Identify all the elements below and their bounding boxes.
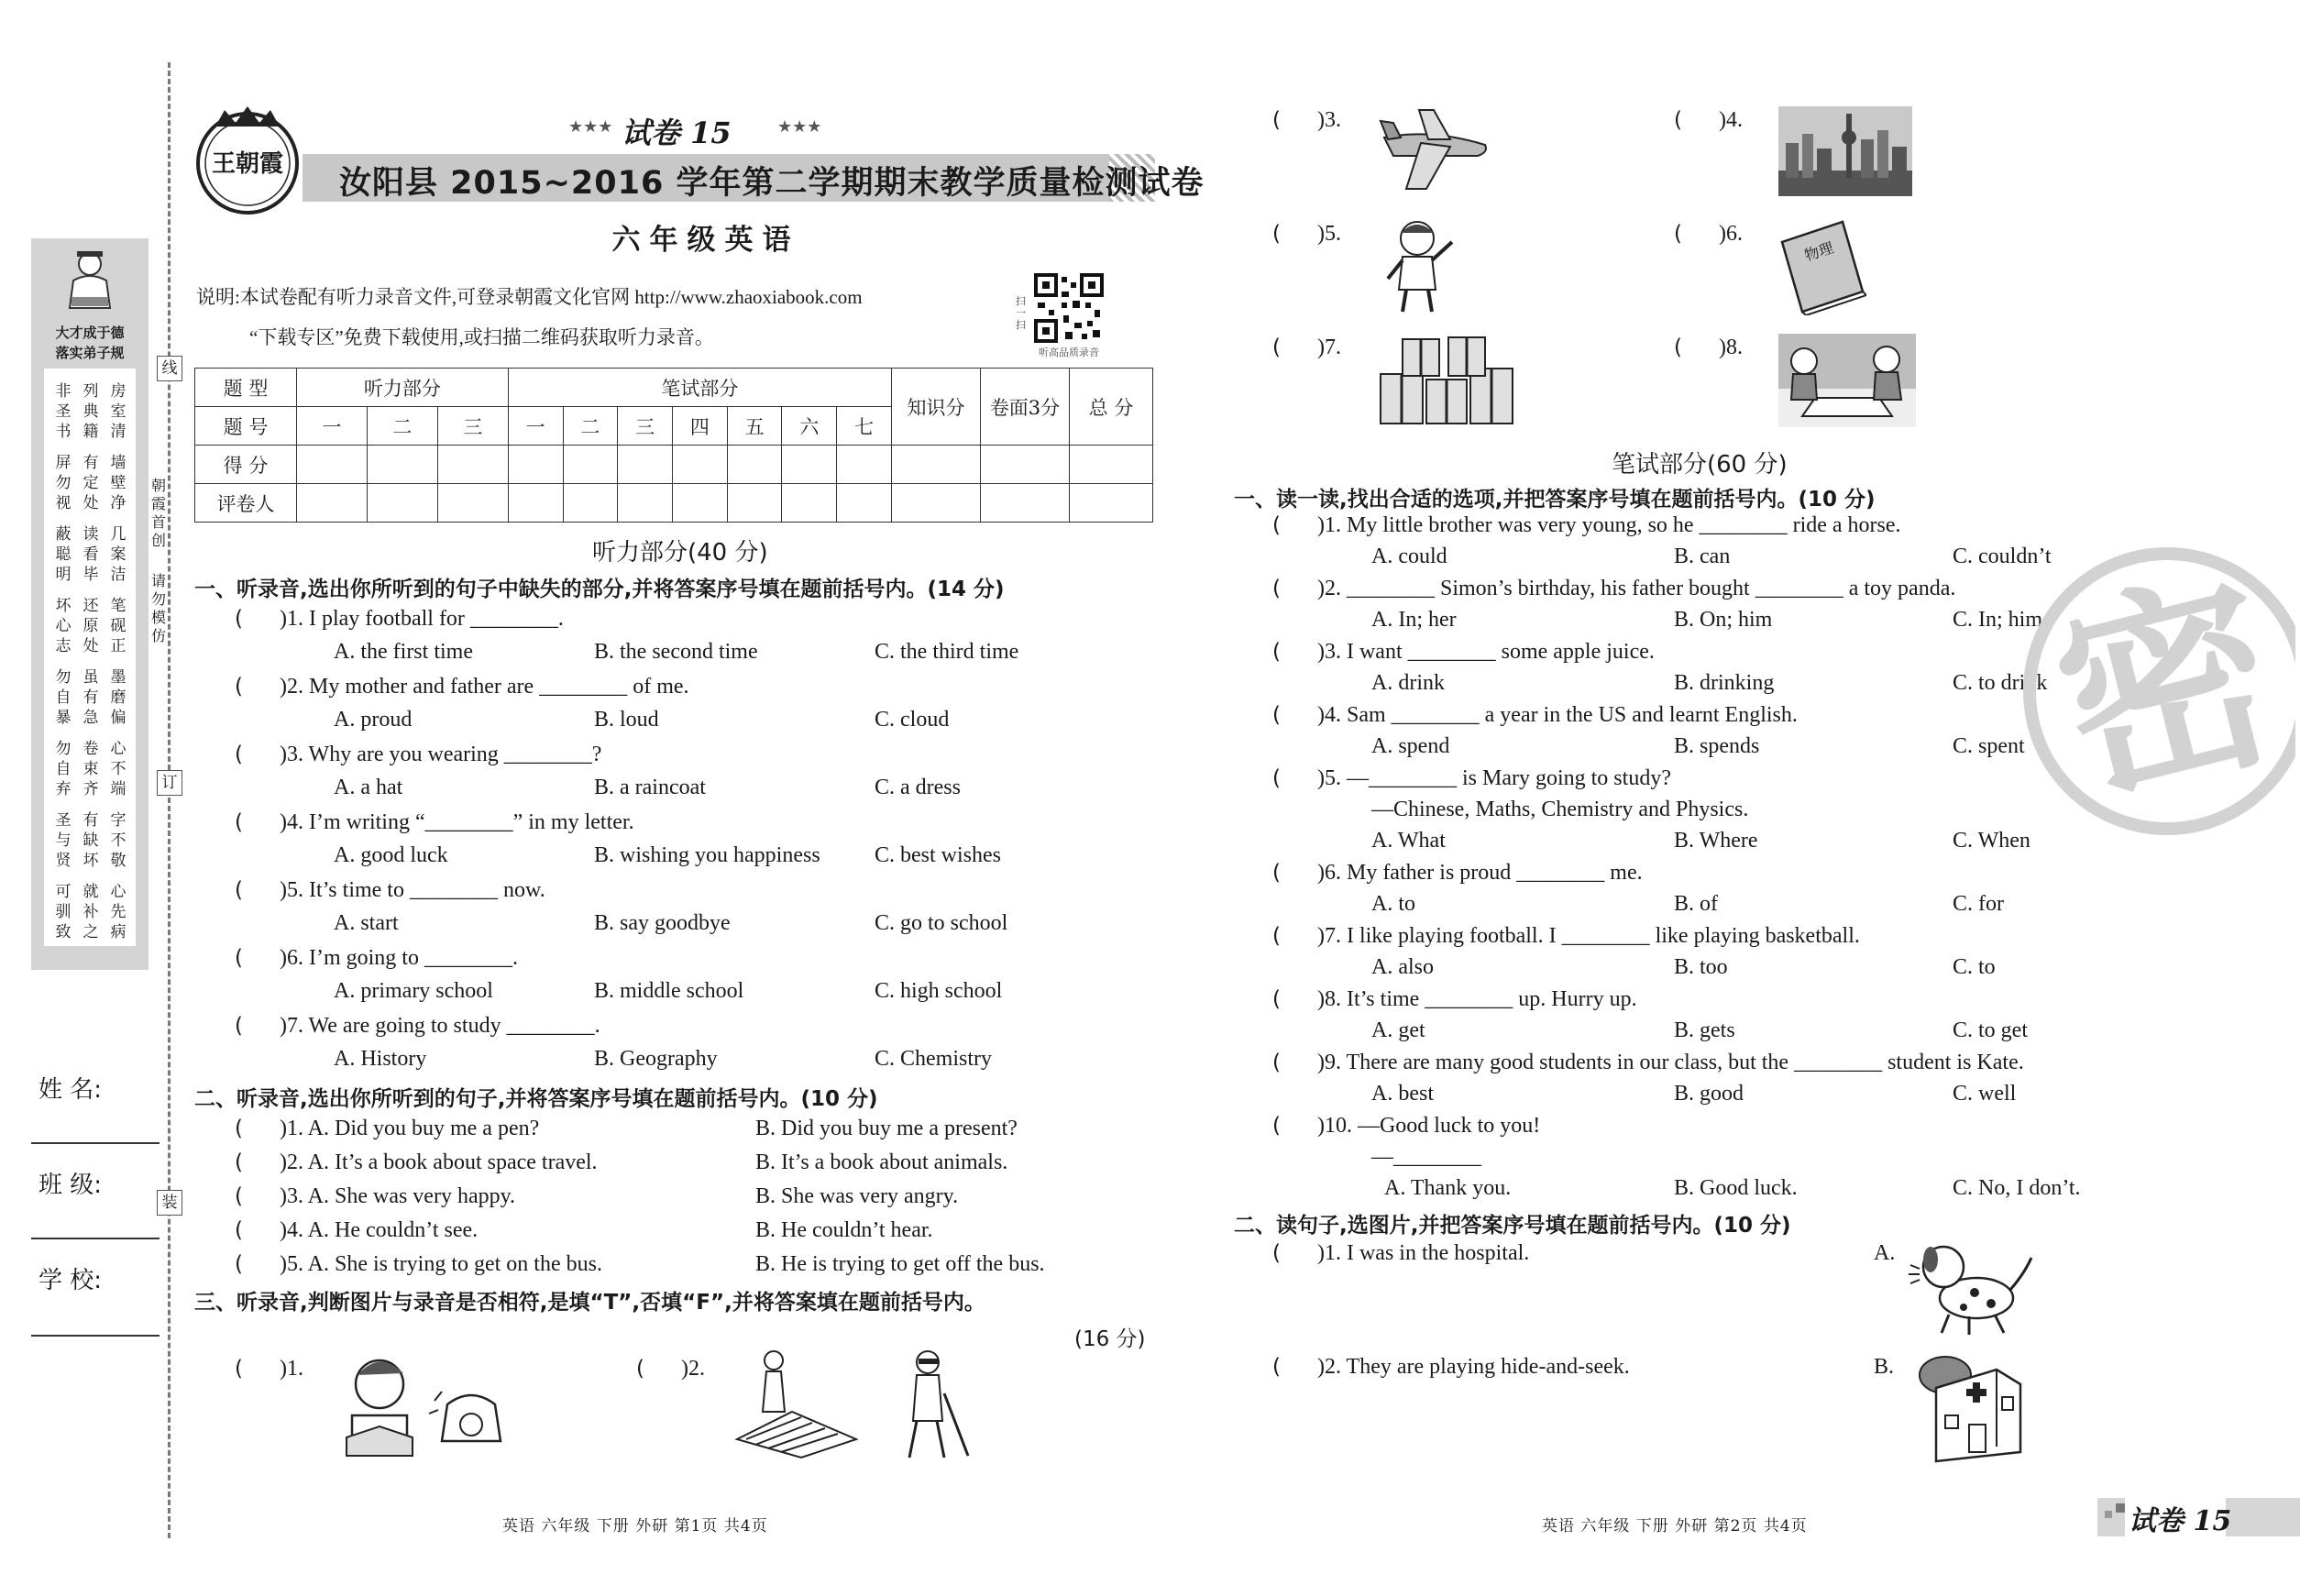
listening-question[interactable] <box>235 1014 600 1039</box>
motto-panel <box>31 238 149 970</box>
answer-paren[interactable]: ( <box>1272 1051 1281 1074</box>
stars-left: ★★★ <box>568 117 613 137</box>
question-text: )9. There are many good students in our class, but the ________ student is Kate. <box>1316 1051 2024 1074</box>
option-a: )3. A. She was very happy. <box>279 1184 516 1208</box>
physics-book-icon <box>1778 218 1866 315</box>
w-num-1: 一 <box>508 407 563 446</box>
option-c[interactable]: C. spent <box>1953 734 2025 758</box>
answer-paren[interactable]: ( <box>235 675 243 699</box>
option-b[interactable]: B. On; him <box>1674 608 1773 632</box>
gift-boxes-icon <box>1375 332 1518 427</box>
pic-item-8[interactable]: ( )8. <box>1674 336 1743 359</box>
option-a[interactable]: A. the first time <box>334 640 473 664</box>
question-text: )5. It’s time to ________ now. <box>279 878 545 902</box>
listening-question[interactable] <box>235 607 564 632</box>
footer-left: 英语 六年级 下册 外研 第1页 共4页 <box>502 1517 768 1535</box>
answer-paren[interactable]: ( <box>235 810 243 834</box>
motto-column: 勿自暴 <box>55 668 72 727</box>
listening-part3-points: (16 分) <box>1074 1327 1146 1351</box>
listening-choice-row[interactable] <box>235 1117 539 1141</box>
option-b[interactable]: B. can <box>1674 545 1731 568</box>
option-b[interactable]: B. wishing you happiness <box>594 843 820 867</box>
paper-number: 试卷 15 <box>622 116 732 150</box>
listening-question[interactable] <box>235 743 601 767</box>
l-num-1: 一 <box>297 407 368 446</box>
secret-stamp-text: 密 <box>2034 546 2299 835</box>
pic-item-7[interactable]: ( )7. <box>1272 336 1341 359</box>
option-c[interactable]: C. to <box>1953 955 1996 979</box>
option-a: )4. A. He couldn’t see. <box>279 1218 479 1242</box>
listening-part2-instruction: 二、听录音,选出你所听到的句子,并将答案序号填在题前括号内。(10 分) <box>194 1087 878 1111</box>
answer-paren[interactable]: ( <box>235 946 243 970</box>
match-item-2[interactable]: ( )2. They are playing hide-and-seek. <box>1272 1355 1630 1379</box>
writing-question[interactable] <box>1272 1051 2024 1075</box>
listening-part1-instruction: 一、听录音,选出你所听到的句子中缺失的部分,并将答案序号填在题前括号内。(14 分) <box>194 578 1005 601</box>
pic-item-5[interactable]: ( )5. <box>1272 222 1341 246</box>
w-num-2: 二 <box>563 407 618 446</box>
motto-column: 屏勿视 <box>55 454 72 512</box>
airplane-icon <box>1375 101 1494 193</box>
listening-question[interactable] <box>235 878 545 903</box>
pic-item-3[interactable]: ( )3. <box>1272 108 1341 132</box>
note-line-2: “下载专区”免费下载使用,或扫描二维码获取听力录音。 <box>249 326 714 348</box>
option-b[interactable]: B. too <box>1674 955 1728 979</box>
vertical-note-noimitate: 请勿模仿 <box>150 572 166 644</box>
answer-paren[interactable]: ( <box>1272 640 1281 664</box>
answer-paren[interactable]: ( <box>235 607 243 631</box>
motto-column: 虽有急 <box>83 668 99 727</box>
qr-code-icon[interactable] <box>1034 273 1104 343</box>
question-text: )6. I’m going to ________. <box>279 946 518 970</box>
physics-book-label: 物理 <box>1802 238 1836 265</box>
answer-paren[interactable]: ( <box>1272 766 1281 790</box>
exam-title: 汝阳县 2015~2016 学年第二学期期末教学质量检测试卷 <box>339 165 1205 202</box>
option-a[interactable]: A. to <box>1371 892 1415 916</box>
row-label-type: 题 型 <box>195 369 297 407</box>
name-label: 姓 名: <box>39 1076 103 1104</box>
qr-side-text: 扫一扫 <box>1016 295 1026 331</box>
question-text: )4. Sam ________ a year in the US and learnt English. <box>1316 703 1798 727</box>
w-num-7: 七 <box>837 407 892 446</box>
motto-title-2: 落实弟子规 <box>55 345 125 361</box>
total-header: 总 分 <box>1070 369 1153 446</box>
option-a[interactable]: A. What <box>1371 829 1446 853</box>
option-a[interactable]: A. best <box>1371 1082 1434 1106</box>
corner-paper-number: 试卷 15 <box>2129 1505 2232 1537</box>
class-label: 班 级: <box>39 1172 103 1199</box>
motto-column: 墙壁净 <box>110 454 127 512</box>
option-b[interactable]: B. Good luck. <box>1674 1176 1798 1200</box>
footer-right: 英语 六年级 下册 外研 第2页 共4页 <box>1542 1517 1808 1535</box>
option-b[interactable]: B. Did you buy me a present? <box>755 1117 1018 1140</box>
motto-column: 心先病 <box>110 883 127 941</box>
motto-column: 非圣书 <box>55 382 72 441</box>
option-b[interactable]: B. Where <box>1674 829 1758 853</box>
answer-paren[interactable]: ( <box>1272 577 1281 600</box>
writing-question[interactable] <box>1272 640 1655 665</box>
option-b[interactable]: B. drinking <box>1674 671 1775 695</box>
motto-column: 圣与贤 <box>55 811 72 870</box>
answer-paren[interactable]: ( <box>1272 703 1281 727</box>
answer-paren[interactable]: ( <box>235 1252 243 1276</box>
option-c[interactable]: C. No, I don’t. <box>1953 1176 2081 1200</box>
listening-choice-row[interactable] <box>235 1150 598 1175</box>
question-text: )3. Why are you wearing ________? <box>279 743 602 766</box>
pic-item-6[interactable]: ( )6. <box>1674 222 1743 246</box>
motto-column: 房室清 <box>110 382 127 441</box>
listening-choice-row[interactable] <box>235 1218 478 1243</box>
question-text: )4. I’m writing “________” in my letter. <box>279 810 634 834</box>
corner-dot-1 <box>2105 1511 2112 1518</box>
blind-man-crossing-icon <box>728 1348 975 1462</box>
option-c[interactable]: C. When <box>1953 829 2030 853</box>
option-c[interactable]: C. Chemistry <box>875 1047 993 1071</box>
listening-header: 听力部分 <box>297 369 509 407</box>
listening-part3-instruction: 三、听录音,判断图片与录音是否相符,是填“T”,否填“F”,并将答案填在题前括号内。 <box>194 1291 985 1315</box>
motto-column: 字不敬 <box>110 811 127 870</box>
option-a[interactable]: A. get <box>1371 1018 1425 1042</box>
knowledge-header: 知识分 <box>892 369 981 446</box>
option-a[interactable]: A. History <box>334 1047 427 1071</box>
option-a[interactable]: A. spend <box>1371 734 1450 758</box>
children-chess-icon <box>1778 334 1916 427</box>
answer-paren[interactable]: ( <box>1272 987 1281 1011</box>
option-c[interactable]: C. best wishes <box>875 843 1001 867</box>
row-label-grader: 评卷人 <box>195 484 297 523</box>
binding-mark-line: 线 <box>157 356 182 381</box>
question-text: )1. I play football for ________. <box>279 607 564 631</box>
motto-column: 墨磨偏 <box>110 668 127 727</box>
binding-dashed-line <box>168 62 171 1538</box>
option-a[interactable]: A. also <box>1371 955 1434 979</box>
w-num-6: 六 <box>782 407 837 446</box>
answer-paren[interactable]: ( <box>235 1117 243 1140</box>
option-a: )1. A. Did you buy me a pen? <box>279 1117 540 1140</box>
l-num-2: 二 <box>367 407 437 446</box>
writing-header: 笔试部分 <box>508 369 891 407</box>
class-field[interactable] <box>31 1238 160 1239</box>
option-a[interactable]: A. Thank you. <box>1384 1176 1512 1200</box>
writing-question[interactable] <box>1272 513 1901 538</box>
listening-question[interactable] <box>235 946 518 971</box>
option-c[interactable]: C. to get <box>1953 1018 2028 1042</box>
option-c[interactable]: C. to drink <box>1953 671 2048 695</box>
answer-paren[interactable]: ( <box>235 743 243 766</box>
corner-dot-2 <box>2116 1503 2125 1513</box>
option-c[interactable]: C. In; him <box>1953 608 2043 632</box>
listening-question[interactable] <box>235 675 689 699</box>
motto-column: 坏心志 <box>55 597 72 655</box>
option-c[interactable]: C. couldn’t <box>1953 545 2052 568</box>
grader-row[interactable] <box>195 484 1153 523</box>
neatness-header: 卷面3分 <box>981 369 1070 446</box>
w-num-3: 三 <box>618 407 673 446</box>
option-a[interactable]: A. primary school <box>334 979 493 1003</box>
option-a[interactable]: A. a hat <box>334 776 403 799</box>
question-text: )3. I want ________ some apple juice. <box>1316 640 1655 664</box>
score-table <box>194 368 1153 523</box>
vertical-note-original: 朝霞首创 <box>150 477 166 549</box>
pic-item-1[interactable]: ( )1. <box>235 1357 303 1381</box>
answer-paren[interactable]: ( <box>235 1218 243 1242</box>
answer-paren[interactable]: ( <box>235 878 243 902</box>
motto-column: 卷束齐 <box>83 740 99 798</box>
answer-paren[interactable]: ( <box>1272 924 1281 948</box>
motto-column: 勿自弃 <box>55 740 72 798</box>
match-option-a: A. <box>1874 1241 1896 1265</box>
match-item-1[interactable]: ( )1. I was in the hospital. <box>1272 1241 1530 1265</box>
motto-column: 几案洁 <box>110 525 127 584</box>
option-b[interactable]: B. say goodbye <box>594 911 731 935</box>
motto-column: 就补之 <box>83 883 99 941</box>
row-label-number: 题 号 <box>195 407 297 446</box>
writing-question[interactable] <box>1272 766 1671 791</box>
stars-right: ★★★ <box>777 117 822 137</box>
binding-mark-fill: 装 <box>157 1190 182 1216</box>
option-c[interactable]: C. for <box>1953 892 2004 916</box>
answer-paren[interactable]: ( <box>235 1014 243 1038</box>
option-b[interactable]: B. He couldn’t hear. <box>755 1218 933 1242</box>
pic-item-2[interactable]: ( )2. <box>636 1357 705 1381</box>
motto-title-1: 大才成于德 <box>55 325 125 341</box>
option-a[interactable]: A. drink <box>1371 671 1445 695</box>
row-label-score: 得 分 <box>195 446 297 484</box>
option-b[interactable]: B. the second time <box>594 640 758 664</box>
listening-choice-row[interactable] <box>235 1184 515 1209</box>
question-text: )7. We are going to study ________. <box>279 1014 600 1038</box>
option-a[interactable]: A. In; her <box>1371 608 1457 632</box>
motto-column: 列典籍 <box>83 382 99 441</box>
option-b[interactable]: B. loud <box>594 708 659 732</box>
writing-part2-instruction: 二、读句子,选图片,并把答案序号填在题前括号内。(10 分) <box>1234 1214 1791 1238</box>
answer-paren[interactable]: ( <box>235 1150 243 1174</box>
answer-paren[interactable]: ( <box>1272 861 1281 885</box>
option-c[interactable]: C. well <box>1953 1082 2017 1106</box>
waving-boy-icon <box>1375 215 1459 317</box>
writing-question[interactable] <box>1272 924 1860 949</box>
name-field[interactable] <box>31 1142 160 1144</box>
question-text: )5. —________ is Mary going to study? <box>1316 766 1671 790</box>
question-reply: —Chinese, Maths, Chemistry and Physics. <box>1371 798 1749 821</box>
binding-mark-order: 订 <box>157 770 182 796</box>
option-c[interactable]: C. high school <box>875 979 1003 1003</box>
qr-caption: 听高品质录音 <box>1039 347 1099 358</box>
option-a[interactable]: A. proud <box>334 708 413 732</box>
motto-column: 有定处 <box>83 454 99 512</box>
hospital-building-icon <box>1909 1351 2033 1467</box>
logo-text: 王朝霞 <box>211 150 283 178</box>
option-b[interactable]: B. She was very angry. <box>755 1184 959 1208</box>
writing-title: 笔试部分(60 分) <box>1612 451 1788 479</box>
option-b[interactable]: B. middle school <box>594 979 744 1003</box>
answer-paren[interactable]: ( <box>1272 1114 1281 1138</box>
option-a: )2. A. It’s a book about space travel. <box>279 1150 598 1174</box>
motto-column: 蔽聪明 <box>55 525 72 584</box>
option-b[interactable]: B. of <box>1674 892 1718 916</box>
option-b[interactable]: B. He is trying to get off the bus. <box>755 1252 1045 1276</box>
question-text: )6. My father is proud ________ me. <box>1316 861 1643 885</box>
writing-question[interactable] <box>1272 703 1798 728</box>
question-text: )8. It’s time ________ up. Hurry up. <box>1316 987 1637 1011</box>
writing-question[interactable] <box>1272 861 1643 886</box>
city-skyline-icon <box>1778 106 1912 196</box>
writing-part1-instruction: 一、读一读,找出合适的选项,并把答案序号填在题前括号内。(10 分) <box>1234 488 1876 512</box>
question-text: )2. ________ Simon’s birthday, his father bought ________ a toy panda. <box>1316 577 1956 600</box>
option-c[interactable]: C. cloud <box>875 708 950 732</box>
question-text: )2. My mother and father are ________ of me. <box>279 675 689 699</box>
writing-question[interactable] <box>1272 987 1637 1012</box>
listening-title: 听力部分(40 分) <box>592 539 768 567</box>
scholar-figure-icon <box>62 244 117 314</box>
motto-column: 笔砚正 <box>110 597 127 655</box>
option-b[interactable]: B. It’s a book about animals. <box>755 1150 1008 1174</box>
match-option-b: B. <box>1874 1355 1895 1379</box>
motto-column: 读看毕 <box>83 525 99 584</box>
option-b[interactable]: B. a raincoat <box>594 776 706 799</box>
option-b[interactable]: B. gets <box>1674 1018 1735 1042</box>
w-num-5: 五 <box>727 407 782 446</box>
question-text: )7. I like playing football. I ________ like playing basketball. <box>1316 924 1860 948</box>
option-b[interactable]: B. spends <box>1674 734 1760 758</box>
option-b[interactable]: B. Geography <box>594 1047 718 1071</box>
l-num-3: 三 <box>437 407 508 446</box>
school-field[interactable] <box>31 1335 160 1337</box>
motto-text-box <box>44 369 136 946</box>
question-text: )1. My little brother was very young, so he ________ ride a horse. <box>1316 513 1901 537</box>
listening-question[interactable] <box>235 810 634 835</box>
writing-question[interactable] <box>1272 1114 1540 1139</box>
listening-choice-row[interactable] <box>235 1252 602 1277</box>
boy-reading-phone-icon <box>334 1349 526 1459</box>
motto-column: 可驯致 <box>55 883 72 941</box>
dog-icon <box>1903 1238 2041 1338</box>
option-a: )5. A. She is trying to get on the bus. <box>279 1252 602 1276</box>
option-c[interactable]: C. a dress <box>875 776 961 799</box>
score-row[interactable] <box>195 446 1153 484</box>
motto-column: 有缺坏 <box>83 811 99 870</box>
option-c[interactable]: C. the third time <box>875 640 1019 664</box>
subject-title: 六年级英语 <box>611 224 800 257</box>
school-label: 学 校: <box>39 1267 103 1294</box>
writing-question[interactable] <box>1272 577 1955 601</box>
answer-paren[interactable]: ( <box>235 1184 243 1208</box>
question-text: )10. —Good luck to you! <box>1316 1114 1541 1138</box>
note-line-1: 说明:本试卷配有听力录音文件,可登录朝霞文化官网 http://www.zhaoxiabook.com <box>196 286 863 308</box>
motto-column: 还原处 <box>83 597 99 655</box>
option-a[interactable]: A. could <box>1371 545 1447 568</box>
motto-column: 心不端 <box>110 740 127 798</box>
w-num-4: 四 <box>673 407 728 446</box>
question-reply: —________ <box>1371 1145 1481 1169</box>
pic-item-4[interactable]: ( )4. <box>1674 108 1743 132</box>
option-a[interactable]: A. good luck <box>334 843 448 867</box>
option-a[interactable]: A. start <box>334 911 399 935</box>
answer-paren[interactable]: ( <box>1272 513 1281 537</box>
option-b[interactable]: B. good <box>1674 1082 1744 1106</box>
option-c[interactable]: C. go to school <box>875 911 1008 935</box>
